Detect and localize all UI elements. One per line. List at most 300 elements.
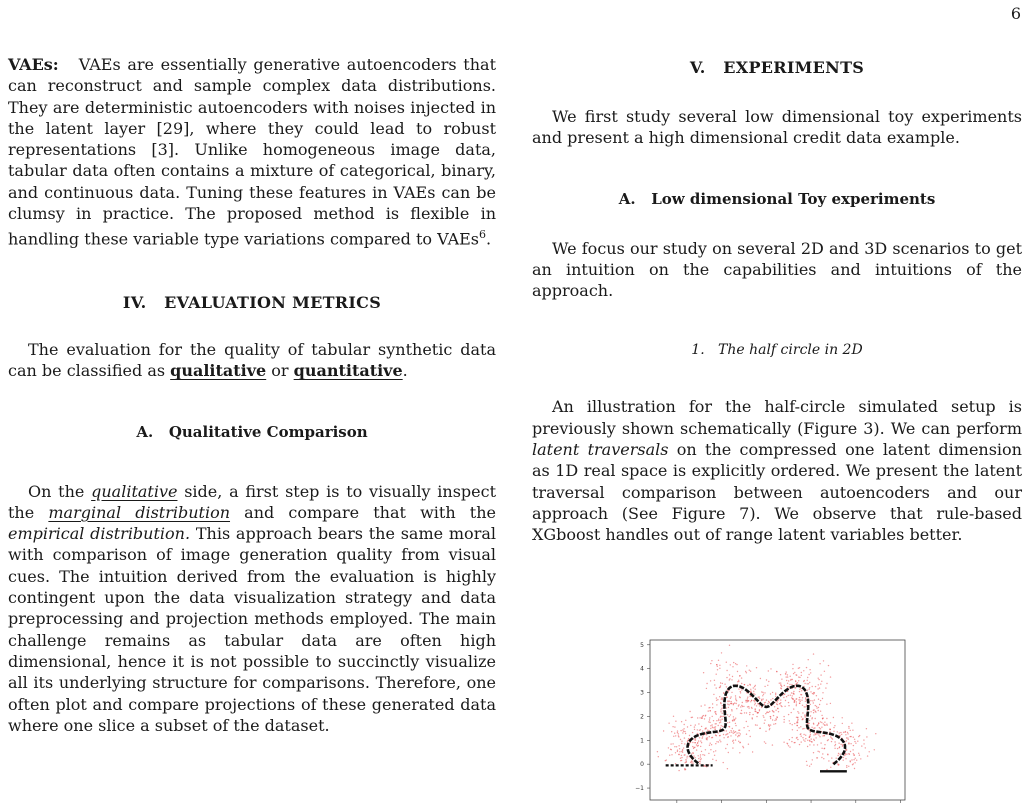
scatter-point — [855, 743, 856, 744]
scatter-point — [741, 710, 742, 711]
scatter-point — [823, 735, 824, 736]
scatter-point — [719, 722, 720, 723]
scatter-point — [757, 712, 758, 713]
scatter-point — [801, 694, 802, 695]
scatter-point — [684, 737, 685, 738]
scatter-point — [729, 732, 730, 733]
scatter-point — [848, 766, 849, 767]
scatter-point — [749, 712, 750, 713]
scatter-point — [703, 672, 704, 673]
scatter-point — [700, 740, 701, 741]
scatter-point — [818, 679, 819, 680]
hc-text-a: An illustration for the half-circle simulated setup is previously shown schematically (Figure 3). We can perform — [532, 397, 1022, 438]
scatter-point — [807, 746, 808, 747]
scatter-point — [728, 752, 729, 753]
scatter-point — [737, 671, 738, 672]
scatter-point — [677, 751, 678, 752]
scatter-point — [822, 698, 823, 699]
scatter-point — [727, 733, 728, 734]
scatter-point — [681, 741, 682, 742]
scatter-point — [846, 737, 847, 738]
scatter-point — [845, 758, 846, 759]
scatter-point — [797, 717, 798, 718]
scatter-point — [813, 653, 814, 654]
scatter-point — [851, 759, 852, 760]
scatter-point — [813, 734, 814, 735]
scatter-point — [810, 732, 811, 733]
scatter-point — [727, 722, 728, 723]
scatter-point — [780, 674, 781, 675]
scatter-point — [792, 737, 793, 738]
scatter-point — [778, 711, 779, 712]
scatter-point — [807, 683, 808, 684]
scatter-point — [725, 748, 726, 749]
scatter-point — [731, 703, 732, 704]
scatter-point — [671, 749, 672, 750]
scatter-point — [816, 707, 817, 708]
scatter-point — [671, 731, 672, 732]
scatter-point — [691, 753, 692, 754]
scatter-point — [718, 725, 719, 726]
scatter-point — [803, 739, 804, 740]
scatter-point — [663, 730, 664, 731]
scatter-point — [735, 731, 736, 732]
scatter-point — [860, 758, 861, 759]
scatter-point — [718, 741, 719, 742]
scatter-point — [812, 700, 813, 701]
scatter-point — [705, 749, 706, 750]
scatter-point — [773, 711, 774, 712]
scatter-point — [853, 745, 854, 746]
scatter-point — [791, 684, 792, 685]
scatter-point — [748, 707, 749, 708]
scatter-point — [702, 736, 703, 737]
scatter-point — [813, 739, 814, 740]
scatter-point — [704, 718, 705, 719]
scatter-point — [772, 692, 773, 693]
scatter-point — [800, 701, 801, 702]
scatter-point — [796, 737, 797, 738]
qual-term-marginal: marginal distribution — [48, 502, 231, 522]
scatter-point — [770, 693, 771, 694]
scatter-point — [741, 689, 742, 690]
scatter-point — [716, 714, 717, 715]
scatter-point — [793, 708, 794, 709]
scatter-point — [853, 759, 854, 760]
scatter-point — [801, 741, 802, 742]
scatter-point — [813, 744, 814, 745]
scatter-point — [710, 663, 711, 664]
scatter-point — [747, 685, 748, 686]
scatter-point — [768, 724, 769, 725]
scatter-point — [801, 700, 802, 701]
scatter-point — [809, 720, 810, 721]
scatter-point — [813, 693, 814, 694]
scatter-point — [850, 751, 851, 752]
scatter-point — [823, 723, 824, 724]
scatter-point — [834, 725, 835, 726]
scatter-point — [802, 728, 803, 729]
scatter-point — [708, 707, 709, 708]
scatter-point — [826, 769, 827, 770]
scatter-point — [810, 711, 811, 712]
scatter-point — [875, 733, 876, 734]
scatter-point — [775, 718, 776, 719]
scatter-point — [785, 700, 786, 701]
scatter-point — [708, 721, 709, 722]
scatter-point — [847, 737, 848, 738]
vaes-paragraph — [8, 54, 496, 250]
scatter-point — [681, 755, 682, 756]
scatter-point — [701, 758, 702, 759]
scatter-point — [810, 704, 811, 705]
scatter-point — [800, 726, 801, 727]
scatter-point — [747, 706, 748, 707]
scatter-point — [768, 670, 769, 671]
scatter-point — [807, 690, 808, 691]
scatter-point — [693, 748, 694, 749]
scatter-point — [780, 682, 781, 683]
scatter-point — [796, 698, 797, 699]
scatter-point — [815, 734, 816, 735]
scatter-point — [754, 694, 755, 695]
scatter-point — [765, 743, 766, 744]
scatter-point — [720, 685, 721, 686]
scatter-point — [775, 693, 776, 694]
scatter-point — [769, 726, 770, 727]
scatter-point — [697, 743, 698, 744]
scatter-point — [788, 680, 789, 681]
scatter-point — [818, 678, 819, 679]
scatter-point — [815, 686, 816, 687]
scatter-point — [731, 692, 732, 693]
scatter-point — [737, 736, 738, 737]
scatter-point — [824, 744, 825, 745]
scatter-point — [841, 734, 842, 735]
scatter-point — [719, 687, 720, 688]
scatter-point — [726, 662, 727, 663]
scatter-point — [822, 692, 823, 693]
scatter-point — [733, 740, 734, 741]
page-number: 6 — [1010, 4, 1021, 23]
scatter-point — [831, 757, 832, 758]
scatter-point — [817, 688, 818, 689]
scatter-point — [781, 679, 782, 680]
scatter-point — [736, 708, 737, 709]
scatter-point — [844, 755, 845, 756]
scatter-point — [846, 740, 847, 741]
scatter-point — [741, 683, 742, 684]
scatter-point — [766, 699, 767, 700]
scatter-point — [668, 747, 669, 748]
scatter-point — [826, 683, 827, 684]
scatter-point — [723, 734, 724, 735]
scatter-point — [706, 739, 707, 740]
scatter-point — [825, 687, 826, 688]
scatter-point — [708, 710, 709, 711]
scatter-point — [776, 671, 777, 672]
scatter-point — [756, 705, 757, 706]
scatter-point — [818, 707, 819, 708]
scatter-point — [788, 714, 789, 715]
scatter-point — [852, 764, 853, 765]
scatter-point — [709, 722, 710, 723]
scatter-point — [830, 722, 831, 723]
scatter-point — [787, 686, 788, 687]
scatter-point — [727, 690, 728, 691]
qualitative-paragraph — [8, 481, 496, 737]
scatter-point — [795, 674, 796, 675]
scatter-point — [783, 716, 784, 717]
y-tick-label: 1 — [640, 737, 644, 745]
scatter-point — [853, 737, 854, 738]
scatter-point — [811, 741, 812, 742]
scatter-point — [761, 700, 762, 701]
scatter-point — [739, 675, 740, 676]
scatter-point — [678, 735, 679, 736]
scatter-point — [716, 720, 717, 721]
scatter-point — [805, 738, 806, 739]
scatter-point — [722, 683, 723, 684]
scatter-point — [684, 743, 685, 744]
scatter-point — [724, 684, 725, 685]
scatter-point — [789, 684, 790, 685]
scatter-point — [677, 732, 678, 733]
scatter-point — [796, 701, 797, 702]
scatter-point — [792, 668, 793, 669]
scatter-point — [806, 667, 807, 668]
scatter-point — [710, 728, 711, 729]
scatter-point — [816, 706, 817, 707]
scatter-point — [795, 681, 796, 682]
scatter-point — [817, 744, 818, 745]
scatter-point — [761, 691, 762, 692]
scatter-point — [765, 702, 766, 703]
scatter-point — [717, 666, 718, 667]
scatter-point — [710, 749, 711, 750]
scatter-point — [808, 689, 809, 690]
scatter-point — [716, 704, 717, 705]
scatter-point — [706, 688, 707, 689]
scatter-point — [721, 716, 722, 717]
scatter-point — [682, 752, 683, 753]
scatter-point — [809, 687, 810, 688]
scatter-point — [720, 711, 721, 712]
scatter-point — [736, 664, 737, 665]
scatter-point — [800, 733, 801, 734]
scatter-point — [722, 699, 723, 700]
scatter-point — [801, 716, 802, 717]
scatter-point — [846, 754, 847, 755]
scatter-point — [821, 748, 822, 749]
scatter-point — [729, 716, 730, 717]
scatter-point — [786, 676, 787, 677]
scatter-point — [783, 697, 784, 698]
scatter-point — [710, 743, 711, 744]
scatter-point — [679, 751, 680, 752]
scatter-point — [727, 703, 728, 704]
scatter-point — [717, 669, 718, 670]
scatter-point — [716, 674, 717, 675]
scatter-point — [719, 740, 720, 741]
scatter-point — [717, 699, 718, 700]
scatter-point — [830, 767, 831, 768]
scatter-point — [845, 734, 846, 735]
scatter-point — [858, 736, 859, 737]
scatter-point — [821, 681, 822, 682]
scatter-point — [792, 679, 793, 680]
scatter-point — [766, 679, 767, 680]
scatter-point — [777, 708, 778, 709]
scatter-point — [829, 729, 830, 730]
scatter-point — [843, 757, 844, 758]
scatter-point — [792, 695, 793, 696]
scatter-point — [780, 702, 781, 703]
scatter-point — [858, 753, 859, 754]
scatter-point — [834, 745, 835, 746]
scatter-point — [750, 736, 751, 737]
scatter-point — [716, 700, 717, 701]
scatter-point — [700, 754, 701, 755]
scatter-point — [735, 734, 736, 735]
y-tick-label: 4 — [640, 665, 644, 673]
scatter-point — [720, 719, 721, 720]
scatter-point — [812, 686, 813, 687]
scatter-point — [792, 729, 793, 730]
scatter-point — [753, 700, 754, 701]
scatter-point — [740, 692, 741, 693]
scatter-point — [833, 727, 834, 728]
scatter-point — [811, 727, 812, 728]
scatter-point — [726, 686, 727, 687]
scatter-point — [698, 723, 699, 724]
scatter-point — [770, 699, 771, 700]
scatter-point — [748, 744, 749, 745]
scatter-point — [750, 671, 751, 672]
scatter-point — [682, 732, 683, 733]
scatter-point — [708, 753, 709, 754]
scatter-point — [755, 685, 756, 686]
scatter-point — [753, 687, 754, 688]
scatter-point — [788, 705, 789, 706]
scatter-point — [716, 760, 717, 761]
scatter-point — [687, 726, 688, 727]
scatter-point — [759, 698, 760, 699]
scatter-point — [701, 717, 702, 718]
scatter-point — [798, 680, 799, 681]
scatter-point — [813, 692, 814, 693]
scatter-point — [714, 711, 715, 712]
scatter-point — [784, 719, 785, 720]
scatter-point — [685, 733, 686, 734]
scatter-point — [723, 737, 724, 738]
scatter-point — [738, 704, 739, 705]
scatter-point — [850, 761, 851, 762]
scatter-point — [677, 730, 678, 731]
scatter-point — [786, 696, 787, 697]
scatter-point — [741, 713, 742, 714]
scatter-point — [769, 729, 770, 730]
scatter-point — [805, 698, 806, 699]
scatter-point — [748, 700, 749, 701]
scatter-point — [823, 758, 824, 759]
scatter-point — [802, 697, 803, 698]
scatter-point — [780, 684, 781, 685]
scatter-point — [804, 706, 805, 707]
scatter-point — [839, 735, 840, 736]
scatter-point — [842, 723, 843, 724]
scatter-point — [817, 733, 818, 734]
scatter-point — [762, 695, 763, 696]
scatter-point — [734, 719, 735, 720]
scatter-point — [807, 677, 808, 678]
scatter-point — [803, 728, 804, 729]
scatter-point — [768, 712, 769, 713]
scatter-point — [716, 697, 717, 698]
scatter-point — [763, 694, 764, 695]
scatter-point — [866, 728, 867, 729]
scatter-point — [803, 681, 804, 682]
scatter-point — [805, 735, 806, 736]
scatter-point — [735, 699, 736, 700]
scatter-point — [743, 727, 744, 728]
scatter-point — [735, 695, 736, 696]
scatter-point — [745, 671, 746, 672]
scatter-point — [706, 683, 707, 684]
scatter-point — [713, 751, 714, 752]
subsection-a-title: A. Qualitative Comparison — [136, 422, 368, 441]
scatter-point — [855, 758, 856, 759]
scatter-point — [731, 701, 732, 702]
scatter-point — [820, 674, 821, 675]
scatter-point — [809, 744, 810, 745]
scatter-point — [797, 739, 798, 740]
scatter-point — [809, 723, 810, 724]
scatter-point — [809, 740, 810, 741]
scatter-point — [817, 724, 818, 725]
scatter-point — [803, 670, 804, 671]
scatter-point — [854, 768, 855, 769]
scatter-point — [704, 755, 705, 756]
qual-text-c: side, a first step is to visually inspect the — [8, 481, 497, 522]
scatter-point — [840, 732, 841, 733]
scatter-point — [747, 698, 748, 699]
scatter-point — [842, 746, 843, 747]
scatter-point — [759, 728, 760, 729]
scatter-point — [699, 717, 700, 718]
scatter-point — [747, 697, 748, 698]
scatter-point — [677, 750, 678, 751]
scatter-point — [711, 744, 712, 745]
scatter-point — [727, 768, 728, 769]
scatter-point — [810, 700, 811, 701]
scatter-point — [755, 703, 756, 704]
scatter-point — [721, 699, 722, 700]
scatter-point — [707, 730, 708, 731]
scatter-point — [692, 746, 693, 747]
scatter-point — [749, 670, 750, 671]
scatter-point — [716, 741, 717, 742]
scatter-point — [712, 759, 713, 760]
scatter-point — [694, 747, 695, 748]
scatter-point — [710, 725, 711, 726]
scatter-point — [729, 701, 730, 702]
scatter-point — [804, 683, 805, 684]
scatter-point — [741, 677, 742, 678]
scatter-point — [751, 700, 752, 701]
scatter-point — [732, 720, 733, 721]
scatter-point — [739, 742, 740, 743]
